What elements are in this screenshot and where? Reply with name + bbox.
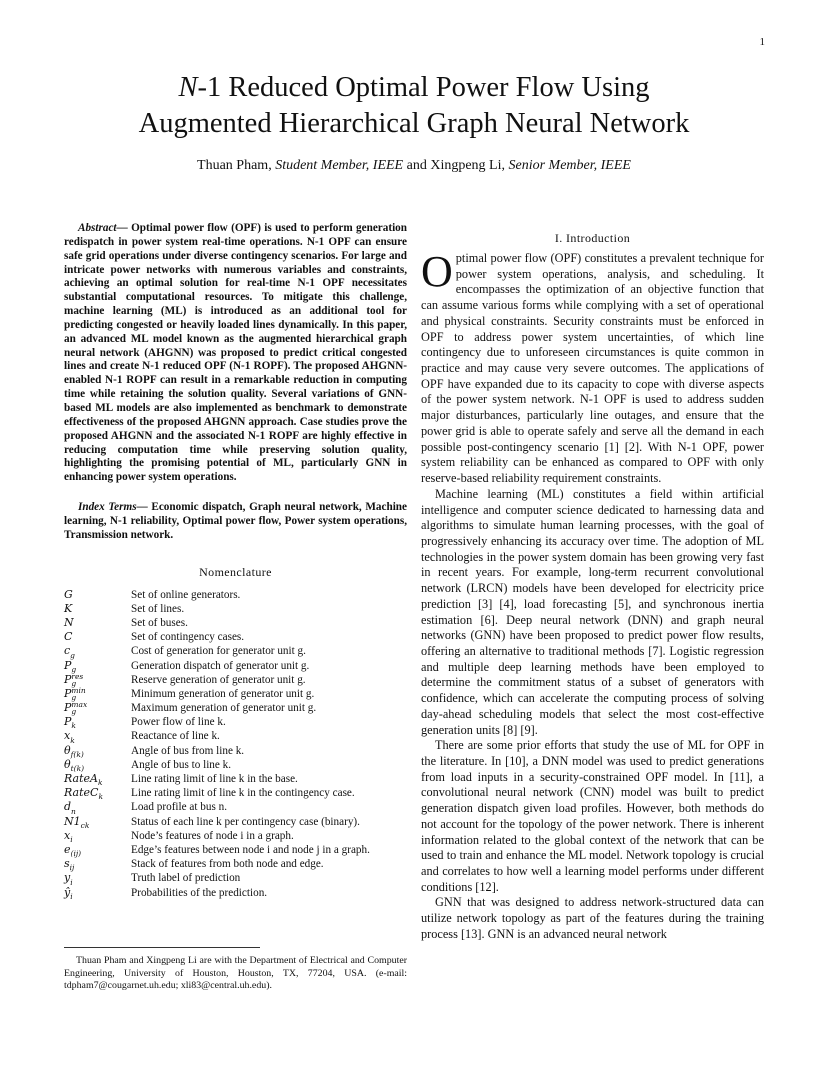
- nomenclature-description: Set of buses.: [131, 616, 188, 629]
- dropcap: O: [421, 247, 453, 296]
- author-1-role: Student Member, IEEE: [275, 158, 404, 173]
- nomenclature-description: Minimum generation of generator unit g.: [131, 687, 315, 700]
- nomenclature-row: [64, 772, 407, 786]
- nomenclature-description: Load profile at bus n.: [131, 801, 228, 814]
- abstract-label: Abstract: [78, 222, 117, 234]
- nomenclature-symbol: ŷ i: [64, 885, 73, 901]
- intro-paragraph-4: GNN that was designed to address network-structured data can utilize network topology as part of the features during the training process [13]. GNN is an advanced neural network: [421, 895, 764, 941]
- title-line-1: [0, 70, 828, 106]
- nomenclature-row: [64, 701, 407, 715]
- nomenclature-symbol: G: [64, 587, 73, 601]
- nomenclature-row: [64, 857, 407, 871]
- nomenclature-row: [64, 843, 407, 857]
- nomenclature-symbol: RateA k: [64, 772, 103, 788]
- nomenclature-symbol: N1 ck: [64, 814, 90, 830]
- nomenclature-description: Power flow of line k.: [131, 716, 226, 729]
- nomenclature-row: [64, 815, 407, 829]
- nomenclature-row: [64, 616, 407, 630]
- nomenclature-symbol: θ t(k): [64, 757, 85, 773]
- nomenclature-symbol: P g: [64, 658, 77, 674]
- author-2-name: Xingpeng Li: [430, 158, 502, 173]
- nomenclature-description: Angle of bus to line k.: [131, 758, 232, 771]
- right-column: [421, 231, 764, 943]
- abstract-dash: —: [116, 222, 132, 234]
- author-joiner: and: [403, 158, 431, 173]
- nomenclature-row: [64, 673, 407, 687]
- nomenclature-symbol: d n: [64, 800, 76, 816]
- abstract-text: Optimal power flow (OPF) is used to perform generation redispatch in power system real-time operations. N-1 OPF can ensure safe grid operations under diverse contingency scenarios. For large and intricate power networks with numerous variables and constraints, achieving an optimal solution for real-time N-1 OPF necessitates substantial computational resources. To mitigate this challenge, machine learning (ML) is introduced as an additional tool for predicting congested or heavily loaded lines dynamically. In this paper, an advanced ML model known as the augmented hierarchical graph neural network (AHGNN) was proposed to predict critical congested lines and create N-1 reduced OPF (N-1 ROPF). The proposed AHGNN-enabled N-1 ROPF can result in a remarkable reduction in computing time while retaining the solution quality. Several variations of GNN-based ML models are also implemented as benchmark to demonstrate effectiveness of the proposed AHGNN approach. Case studies prove the proposed AHGNN and the associated N-1 ROPF are highly effective in reducing computation time while preserving solution quality, highlighting the promising potential of ML, particularly GNN in enhancing power system operations.: [64, 222, 407, 484]
- nomenclature-symbol: x i: [64, 828, 73, 844]
- nomenclature-description: Generation dispatch of generator unit g.: [131, 659, 310, 672]
- nomenclature-description: Maximum generation of generator unit g.: [131, 702, 317, 715]
- nomenclature-description: Line rating limit of line k in the base.: [131, 773, 298, 785]
- footnote-rule: [64, 947, 260, 948]
- nomenclature-row: [64, 630, 407, 644]
- nomenclature-symbol: s ij: [64, 857, 75, 873]
- nomenclature-symbol: y i: [64, 871, 73, 887]
- nomenclature-symbol: θ f(k): [64, 743, 84, 759]
- index-terms-dash: —: [136, 501, 152, 514]
- nomenclature-row: [64, 602, 407, 616]
- author-1-name: Thuan Pham: [197, 158, 269, 173]
- nomenclature-description: Probabilities of the prediction.: [131, 886, 268, 899]
- footnote: Thuan Pham and Xingpeng Li are with the Department of Electrical and Computer Engineering, University of Houston, Houston, TX, 77204, USA. (e-mail: tdpham7@cougarnet.uh.edu; xli83@central.uh.edu).: [64, 955, 407, 991]
- nomenclature-description: Set of contingency cases.: [131, 631, 245, 644]
- nomenclature-symbol: N: [64, 615, 74, 629]
- nomenclature-symbol: P min g: [64, 685, 86, 702]
- page-number: 1: [759, 36, 765, 48]
- intro-paragraph-1: [421, 247, 764, 487]
- nomenclature-symbol: x k: [64, 729, 75, 745]
- nomenclature-description: Reactance of line k.: [131, 730, 220, 743]
- nomenclature-row: [64, 758, 407, 772]
- index-terms: [64, 501, 407, 543]
- nomenclature-row: [64, 786, 407, 800]
- nomenclature-row: [64, 886, 407, 900]
- nomenclature-symbol: RateC k: [64, 786, 103, 802]
- title-italic-n: N: [178, 72, 198, 103]
- paper-title: [0, 70, 828, 142]
- nomenclature-row: [64, 588, 407, 602]
- nomenclature-list: [64, 588, 407, 900]
- nomenclature-description: Node’s features of node i in a graph.: [131, 829, 294, 842]
- nomenclature-description: Set of lines.: [131, 602, 185, 615]
- nomenclature-symbol: C: [64, 630, 73, 644]
- title-line-2: Augmented Hierarchical Graph Neural Network: [138, 108, 690, 139]
- nomenclature-symbol: e (ij): [64, 842, 82, 859]
- left-column: [64, 222, 407, 900]
- author-2-role: Senior Member, IEEE: [508, 158, 631, 173]
- nomenclature-description: Stack of features from both node and edge.: [131, 858, 324, 871]
- nomenclature-symbol: P res g: [64, 671, 84, 688]
- nomenclature-description: Reserve generation of generator unit g.: [131, 673, 306, 686]
- abstract: [64, 222, 407, 485]
- nomenclature-description: Line rating limit of line k in the contingency case.: [131, 787, 355, 800]
- intro-paragraph-3: There are some prior efforts that study the use of ML for OPF in the literature. In [10], a DNN model was used to predict generations from load inputs in a security-constrained OPF model. In [11], a convolutional neural network (CNN) model was built to predict generation dispatch given load profiles. However, both methods do not account for the topology of the power network. There is inherent information related to the global context of the network that can be used to train and enhance the ML model. Network topology is crucial and correlates to how well a learning model performs under different conditions [12].: [421, 738, 764, 894]
- intro-paragraph-1-text: ptimal power flow (OPF) constitutes a prevalent technique for power system operations, analysis, and scheduling. It encompasses the optimization of an objective function that can assume various forms while complying with a set of operational and physical constraints. Security constraints must be enforced in OPF to address power system uncertainties, of which line contingency due to unforeseen circumstances is quite common in practice and may cause very severe outcomes. The applications of OPF have expanded due to its capacity to cope with diverse aspects of the power system network. N-1 OPF is used to address sudden major disturbances, particularly line outages, and ensure that the power grid is able to operate safely and serve all the demand in each possible post-contingency scenario [1] [2]. With N-1 OPF, power system reliability can be enhanced as compared to OPF with only reserve-based reliability requirement constraints.: [421, 251, 764, 486]
- nomenclature-symbol: P max g: [64, 700, 88, 717]
- nomenclature-description: Status of each line k per contingency case (binary).: [131, 815, 360, 828]
- nomenclature-row: [64, 829, 407, 843]
- nomenclature-row: [64, 644, 407, 658]
- author-line: Thuan Pham, Student Member, IEEE and Xingpeng Li, Senior Member, IEEE: [197, 158, 631, 173]
- nomenclature-row: [64, 744, 407, 758]
- nomenclature-heading: Nomenclature: [199, 564, 272, 579]
- introduction-heading: I. Introduction: [554, 231, 631, 245]
- nomenclature-row: [64, 729, 407, 743]
- nomenclature-symbol: K: [64, 601, 73, 615]
- index-terms-text: Economic dispatch, Graph neural network, Machine learning, N-1 reliability, Optimal power flow, Power system operations, Transmission network.: [64, 501, 407, 541]
- nomenclature-description: Cost of generation for generator unit g.: [131, 645, 306, 658]
- nomenclature-description: Edge’s features between node i and node j in a graph.: [131, 843, 370, 856]
- index-terms-label: Index Terms: [78, 501, 137, 514]
- nomenclature-description: Angle of bus from line k.: [131, 744, 245, 757]
- nomenclature-row: [64, 715, 407, 729]
- nomenclature-symbol: P k: [64, 715, 76, 731]
- nomenclature-symbol: c g: [64, 644, 75, 660]
- title-line-1-text: -1 Reduced Optimal Power Flow Using: [197, 72, 650, 103]
- nomenclature-row: [64, 800, 407, 814]
- nomenclature-description: Set of online generators.: [131, 588, 241, 601]
- intro-paragraph-2: Machine learning (ML) constitutes a field within artificial intelligence and computer science dedicated to harnessing data and algorithms to simulate human learning processes, with the goal of progressively enhancing its accuracy over time. The adoption of ML technologies in the power system domain has been growing very fast in recent years. For example, long-term recurrent convolutional network (LRCN) models have been developed for electricity price prediction [3] [4], load forecasting [5], and synchronous inertia estimation [6]. Deep neural network (DNN) and graph neural networks (GNN) have been proposed to predict power flow results, offering an alternative to traditional methods [7]. Logistic regression and multiple deep learning methods have been employed to determine the commitment status of a subset of generators with confidence, which can accelerate the computing process of solving day-ahead scheduling models that select the most cost-effective generation units [8] [9].: [421, 486, 764, 737]
- nomenclature-row: [64, 687, 407, 701]
- nomenclature-description: Truth label of prediction: [131, 872, 241, 885]
- nomenclature-row: [64, 659, 407, 673]
- nomenclature-row: [64, 871, 407, 885]
